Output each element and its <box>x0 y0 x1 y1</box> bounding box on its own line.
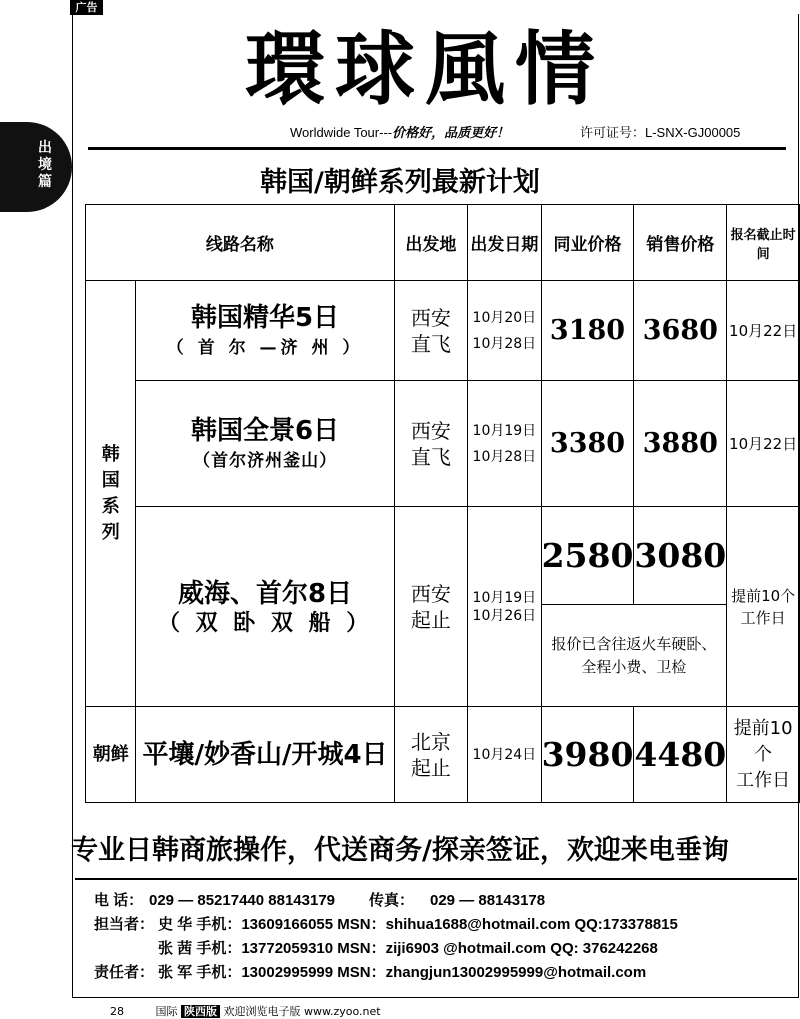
phone-label: 电 话： <box>94 892 144 909</box>
service-slogan: 专业日韩商旅操作，代送商务/探亲签证，欢迎来电垂询 <box>71 835 729 866</box>
fax-number: 029 — 88143178 <box>430 892 546 909</box>
deadline-line: 提前10个 <box>733 717 793 765</box>
table-row <box>86 281 800 381</box>
table-row <box>86 507 800 605</box>
page-headline: 韩国/朝鲜系列最新计划 <box>260 167 540 198</box>
ad-tag: 广告 <box>70 0 103 15</box>
date-cell <box>468 707 541 803</box>
date-cell <box>468 281 541 381</box>
staff-contact: 张 茜 手机：13772059310 MSN：ziji6903 @hotmail.com QQ: 376242268 <box>158 940 658 957</box>
trade-price: 3380 <box>541 381 634 507</box>
staff-contact: 史 华 手机：13609166055 MSN：shihua1688@hotmail.com QQ:173378815 <box>158 916 678 933</box>
route-name: 威海、首尔8日 <box>178 578 353 609</box>
staff-contact: 张 军 手机：13002995999 MSN：zhangjun13002995999@hotmail.com <box>158 964 647 981</box>
sale-price: 3680 <box>634 281 727 381</box>
trade-price: 2580 <box>541 507 634 605</box>
deadline-line: 提前10个 <box>731 586 796 605</box>
series-char: 韩 <box>101 443 120 465</box>
route-cell <box>136 281 394 381</box>
route-sub: （ 双 卧 双 船 ） <box>157 610 373 636</box>
brand-title: 環球風情 <box>245 22 605 116</box>
col-origin: 出发地 <box>394 205 467 281</box>
route-name: 韩国全景6日 <box>191 415 340 446</box>
slogan-en: Worldwide Tour--- <box>290 125 393 140</box>
page-number: 28 <box>110 1005 124 1018</box>
origin-line: 西安 <box>410 305 451 330</box>
date-line: 10月28日 <box>472 448 537 465</box>
series-char: 国 <box>101 469 120 491</box>
deadline-line: 工作日 <box>736 769 791 791</box>
origin-cell <box>394 281 467 381</box>
divider <box>88 147 786 150</box>
sale-price: 3080 <box>634 507 727 605</box>
origin-line: 西安 <box>410 581 451 606</box>
footer-section: 国际 <box>155 1005 178 1018</box>
date-line: 10月19日 <box>472 422 537 439</box>
route-sub: （ 首 尔 —济 州 ） <box>166 337 364 358</box>
origin-cell <box>394 707 467 803</box>
section-tab-char: 出 <box>38 140 52 156</box>
date-line: 10月24日 <box>472 746 537 763</box>
edition-badge: 陕西版 <box>181 1005 220 1018</box>
route-cell <box>136 381 394 507</box>
sale-price: 4480 <box>634 707 727 803</box>
col-deadline: 报名截止时间 <box>727 205 800 281</box>
date-line: 10月26日 <box>472 607 537 624</box>
phone-numbers: 029 — 85217440 88143179 <box>149 892 336 909</box>
tour-table <box>85 204 800 803</box>
origin-line: 北京 <box>410 729 451 754</box>
series-char: 列 <box>101 521 120 543</box>
divider <box>75 878 797 880</box>
deadline: 10月22日 <box>727 381 800 507</box>
origin-line: 直飞 <box>410 444 451 469</box>
date-line: 10月19日 <box>472 589 537 606</box>
series-dprk: 朝鲜 <box>86 707 136 803</box>
table-row <box>86 381 800 507</box>
table-row <box>86 707 800 803</box>
slogan-zh: 价格好，品质更好！ <box>392 125 510 140</box>
origin-line: 起止 <box>410 607 451 632</box>
col-trade-price: 同业价格 <box>541 205 634 281</box>
license-number: 许可证号：L-SNX-GJ00005 <box>580 125 741 140</box>
route-name: 韩国精华5日 <box>191 302 340 333</box>
staff-role: 责任者： <box>94 964 155 981</box>
slogan <box>290 122 509 141</box>
deadline <box>727 707 800 803</box>
section-tab-char: 境 <box>38 157 52 173</box>
origin-line: 直飞 <box>410 331 451 356</box>
origin-line: 西安 <box>410 418 451 443</box>
footer-text: 欢迎浏览电子版 www.zyoo.net <box>223 1005 381 1018</box>
section-tab-char: 篇 <box>38 174 52 190</box>
sale-price: 3880 <box>634 381 727 507</box>
deadline <box>727 507 800 707</box>
col-sale-price: 销售价格 <box>634 205 727 281</box>
origin-cell <box>394 507 467 707</box>
table-header <box>86 205 800 281</box>
date-cell <box>468 381 541 507</box>
route-cell <box>136 507 394 707</box>
origin-line: 起止 <box>410 755 451 780</box>
deadline: 10月22日 <box>727 281 800 381</box>
date-cell <box>468 507 541 707</box>
trade-price: 3980 <box>541 707 634 803</box>
fax-label: 传真： <box>369 892 415 909</box>
route-name: 平壤/妙香山/开城4日 <box>136 707 394 803</box>
route-sub: （首尔济州釜山） <box>193 450 338 471</box>
series-char: 系 <box>101 495 120 517</box>
deadline-line: 工作日 <box>740 608 786 627</box>
date-line: 10月28日 <box>472 335 537 352</box>
series-korea <box>86 281 136 707</box>
price-note: 报价已含往返火车硬卧、全程小费、卫检 <box>541 605 727 707</box>
col-route: 线路名称 <box>86 205 395 281</box>
date-line: 10月20日 <box>472 309 537 326</box>
origin-cell <box>394 381 467 507</box>
staff-role: 担当者： <box>94 916 155 933</box>
trade-price: 3180 <box>541 281 634 381</box>
col-date: 出发日期 <box>468 205 541 281</box>
